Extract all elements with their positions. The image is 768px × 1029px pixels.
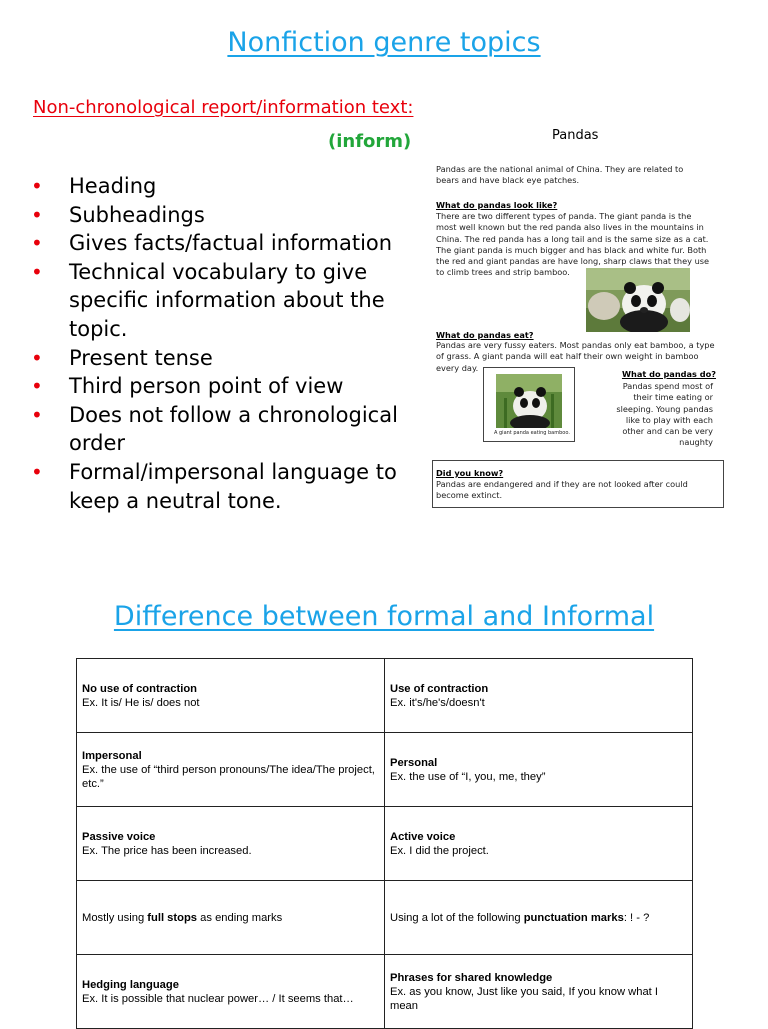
informal-cell: Active voice Ex. I did the project. [385,807,693,881]
list-item: • Formal/impersonal language to keep a neutral tone. [31,459,397,513]
example-text-do: Pandas spend most of their time eating or sleeping. Young pandas like to play with each other and can be very naughty [616,381,713,448]
page-title: Nonfiction genre topics [227,27,541,58]
formal-informal-table [76,658,693,1029]
bullet-icon: • [31,231,43,256]
formal-cell: Mostly using full stops as ending marks [77,881,385,955]
example-text-look: There are two different types of panda. The giant panda is the most well known but the red panda also lives in the mountains in China. The red panda has a long tail and is the same size as a cat. The giant panda is much bigger and has black and white fur. Both the red and giant pandas are have long, sharp claws that they use to climb trees and strip bamboo. [436,211,710,278]
table-row [77,881,693,955]
list-item: • Subheadings [30,201,420,230]
example-subheading-eat: What do pandas eat? [436,330,534,340]
purpose-label: (inform) [328,131,412,152]
feature-list [30,172,420,515]
table-row [77,955,693,1029]
table-row [77,807,693,881]
bullet-icon: • [31,202,43,227]
list-item: • Technical vocabulary to give specific information about the topic. [31,259,385,341]
formal-cell: Impersonal Ex. the use of “third person pronouns/The idea/The project, etc.” [77,733,385,807]
example-subheading-look: What do pandas look like? [436,200,558,210]
informal-cell: Phrases for shared knowledge Ex. as you know, Just like you said, If you know what I mean [385,955,693,1029]
bullet-icon: • [31,374,43,399]
example-subheading-do: What do pandas do? [621,369,716,379]
example-intro: Pandas are the national animal of China. They are related to bears and have black eye patches. [436,164,684,186]
panda-photo [586,268,690,332]
panda-eating-photo [496,374,562,428]
did-you-know-box [432,460,724,508]
informal-cell: Using a lot of the following punctuation marks: ! - ? [385,881,693,955]
informal-cell: Personal Ex. the use of “I, you, me, they” [385,733,693,807]
bullet-icon: • [31,174,43,198]
example-information-sheet [432,118,724,513]
formal-cell: Passive voice Ex. The price has been increased. [77,807,385,881]
section-subtitle: Non-chronological report/information text: [33,97,414,118]
formal-cell: No use of contraction Ex. It is/ He is/ does not [77,659,385,733]
table-row [77,733,693,807]
bullet-icon: • [31,402,43,427]
table-row [77,659,693,733]
section-title: Difference between formal and Informal [113,601,655,632]
bullet-icon: • [31,259,43,284]
formal-cell: Hedging language Ex. It is possible that nuclear power… / It seems that… [77,955,385,1029]
list-item: • Gives facts/factual information [30,229,420,258]
list-item: • Third person point of view [30,372,420,401]
example-title: Pandas [552,128,599,143]
photo-caption: A giant panda eating bamboo. [494,430,570,436]
list-item: • Heading [30,172,420,201]
example-text-know: Pandas are endangered and if they are not looked after could become extinct. [436,479,688,501]
informal-cell: Use of contraction Ex. it's/he's/doesn't [385,659,693,733]
example-text-eat: Pandas are very fussy eaters. Most pandas only eat bamboo, a type of grass. A giant panda will eat half their own weight in bamboo every day. [436,340,715,373]
panda-eating-photo-frame [483,367,575,442]
list-item: • Present tense [30,344,420,373]
bullet-icon: • [31,345,43,370]
example-subheading-know: Did you know? [436,468,504,478]
list-item: • Does not follow a chronological order [31,402,398,456]
bullet-icon: • [31,459,43,484]
